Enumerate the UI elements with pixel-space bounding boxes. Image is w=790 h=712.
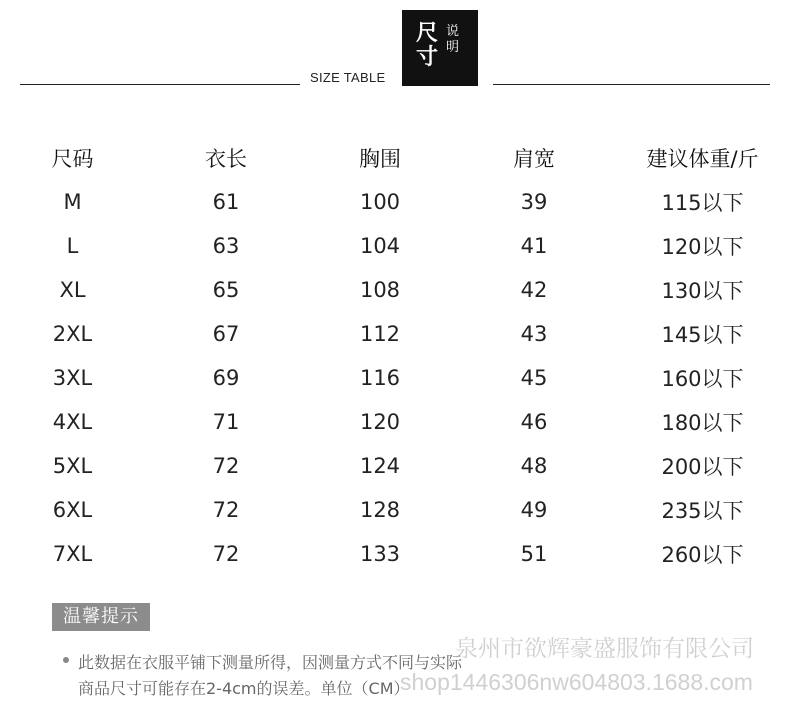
table-cell: 130以下: [661, 279, 744, 303]
table-cell: 51: [520, 542, 548, 566]
table-cell: M: [63, 190, 82, 214]
header-rule-left: [20, 84, 300, 85]
table-cell: 43: [520, 322, 548, 346]
table-cell: 160以下: [661, 367, 744, 391]
table-cell: 6XL: [52, 498, 93, 522]
table-cell: 180以下: [661, 411, 744, 435]
table-row: [0, 400, 790, 444]
table-row: [0, 532, 790, 576]
table-row: [0, 356, 790, 400]
title-main-text: 尺寸: [416, 21, 439, 70]
table-cell: 260以下: [661, 543, 744, 567]
table-row: [0, 488, 790, 532]
column-header: 胸围: [359, 147, 401, 171]
table-cell: 65: [212, 278, 240, 302]
column-header: 肩宽: [513, 147, 555, 171]
table-cell: 72: [212, 542, 240, 566]
table-header-row: [0, 136, 790, 180]
table-cell: 41: [520, 234, 548, 258]
table-cell: 115以下: [661, 191, 744, 215]
header-rule-right: [493, 84, 770, 85]
table-cell: 120以下: [661, 235, 744, 259]
table-cell: 4XL: [52, 410, 93, 434]
table-cell: 67: [212, 322, 240, 346]
table-row: [0, 268, 790, 312]
table-cell: 45: [520, 366, 548, 390]
note-line-2: 商品尺寸可能存在2-4cm的误差。单位（CM）: [78, 679, 410, 698]
table-cell: 100: [359, 190, 401, 214]
table-cell: 124: [359, 454, 401, 478]
table-cell: L: [66, 234, 79, 258]
table-row: [0, 444, 790, 488]
table-cell: 42: [520, 278, 548, 302]
table-cell: 120: [359, 410, 401, 434]
size-table-subtitle: SIZE TABLE: [310, 70, 386, 85]
table-cell: 7XL: [52, 542, 93, 566]
table-row: [0, 312, 790, 356]
table-cell: 69: [212, 366, 240, 390]
table-cell: 104: [359, 234, 401, 258]
table-cell: 5XL: [52, 454, 93, 478]
table-cell: 49: [520, 498, 548, 522]
size-table: [0, 136, 790, 576]
table-row: [0, 180, 790, 224]
column-header: 建议体重/斤: [646, 147, 759, 171]
tips-badge: 温馨提示: [52, 603, 150, 631]
table-cell: 39: [520, 190, 548, 214]
watermark-company: 泉州市欲辉豪盛服饰有限公司: [455, 635, 754, 661]
table-cell: 145以下: [661, 323, 744, 347]
table-cell: 72: [212, 498, 240, 522]
table-row: [0, 224, 790, 268]
column-header: 尺码: [51, 147, 94, 171]
table-cell: 63: [212, 234, 240, 258]
title-side-text: 说明: [446, 24, 460, 55]
table-cell: 3XL: [52, 366, 93, 390]
size-title-box: [402, 10, 478, 86]
table-cell: 200以下: [661, 455, 744, 479]
note-line-1: 此数据在衣服平铺下测量所得，因测量方式不同与实际: [78, 653, 463, 672]
table-cell: 61: [212, 190, 240, 214]
watermark-url: shop1446306nw604803.1688.com: [400, 669, 753, 695]
column-header: 衣长: [205, 147, 247, 171]
table-cell: 116: [359, 366, 401, 390]
table-cell: 108: [359, 278, 401, 302]
table-cell: 133: [359, 542, 401, 566]
bullet-dot-icon: [63, 657, 69, 663]
table-cell: 112: [359, 322, 401, 346]
table-cell: 71: [212, 410, 240, 434]
table-cell: 2XL: [52, 322, 93, 346]
table-cell: 235以下: [661, 499, 744, 523]
table-cell: 128: [359, 498, 401, 522]
table-cell: 48: [520, 454, 548, 478]
table-cell: 72: [212, 454, 240, 478]
table-cell: 46: [520, 410, 548, 434]
table-cell: XL: [59, 278, 86, 302]
